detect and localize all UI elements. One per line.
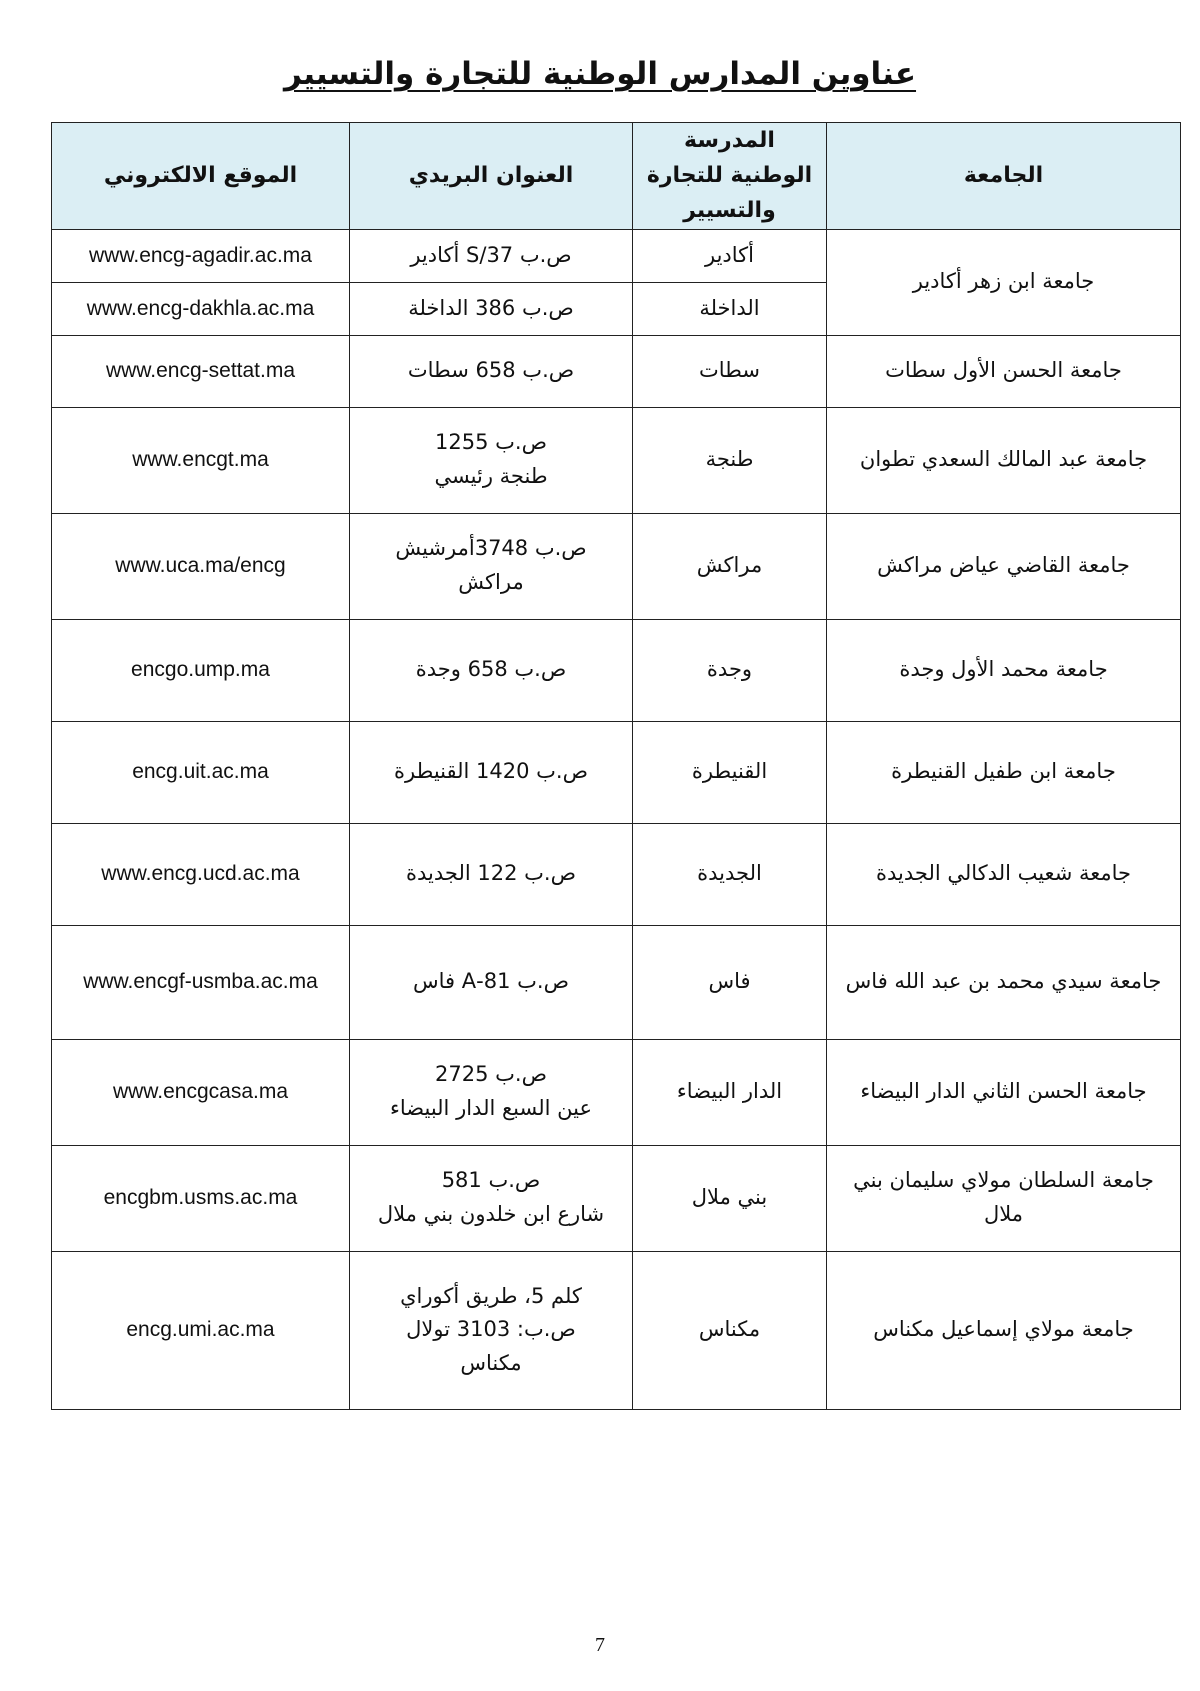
- website-cell: www.encg-agadir.ac.ma: [52, 229, 350, 282]
- schools-table: [51, 122, 1181, 1410]
- website-cell: www.encgcasa.ma: [52, 1039, 350, 1145]
- table-header-row: [52, 123, 1181, 230]
- university-cell: جامعة سيدي محمد بن عبد الله فاس: [827, 925, 1181, 1039]
- school-cell: مراكش: [633, 513, 827, 619]
- school-cell: وجدة: [633, 619, 827, 721]
- website-cell: encgo.ump.ma: [52, 619, 350, 721]
- postal-line: ص.ب 658 وجدة: [415, 657, 567, 682]
- table-row: [52, 229, 1181, 282]
- table-row: [52, 513, 1181, 619]
- university-cell: جامعة شعيب الدكالي الجديدة: [827, 823, 1181, 925]
- postal-line: ص.ب 386 الداخلة: [408, 295, 574, 320]
- website-cell: encgbm.usms.ac.ma: [52, 1145, 350, 1251]
- postal-line: ص.ب 581: [441, 1168, 541, 1193]
- website-cell: encg.uit.ac.ma: [52, 721, 350, 823]
- postal-cell: [350, 1251, 633, 1409]
- postal-line: عين السبع الدار البيضاء: [390, 1096, 592, 1121]
- school-cell: الجديدة: [633, 823, 827, 925]
- university-cell: جامعة الحسن الثاني الدار البيضاء: [827, 1039, 1181, 1145]
- postal-line: ص.ب 1420 القنيطرة: [394, 759, 588, 784]
- postal-cell: [350, 619, 633, 721]
- postal-cell: [350, 407, 633, 513]
- school-cell: طنجة: [633, 407, 827, 513]
- school-cell: الدار البيضاء: [633, 1039, 827, 1145]
- postal-cell: [350, 335, 633, 407]
- university-cell: جامعة ابن طفيل القنيطرة: [827, 721, 1181, 823]
- postal-line: طنجة رئيسي: [434, 464, 548, 489]
- university-cell: جامعة السلطان مولاي سليمان بني ملال: [827, 1145, 1181, 1251]
- postal-line: ص.ب 1255: [435, 430, 547, 455]
- website-cell: www.encgt.ma: [52, 407, 350, 513]
- postal-line: ص.ب 3748أمرشيش: [395, 536, 587, 561]
- page-title: عناوين المدارس الوطنية للتجارة والتسيير: [283, 56, 917, 92]
- table-row: [52, 335, 1181, 407]
- school-cell: أكادير: [633, 229, 827, 282]
- header-postal: العنوان البريدي: [350, 123, 633, 230]
- table-row: [52, 1251, 1181, 1409]
- website-cell: www.uca.ma/encg: [52, 513, 350, 619]
- university-cell: جامعة القاضي عياض مراكش: [827, 513, 1181, 619]
- postal-line: شارع ابن خلدون بني ملال: [377, 1202, 605, 1227]
- header-school: المدرسة الوطنية للتجارة والتسيير: [633, 123, 827, 230]
- postal-line: مكناس: [460, 1350, 522, 1375]
- postal-line: كلم 5، طريق أكوراي: [400, 1283, 582, 1308]
- university-cell: جامعة مولاي إسماعيل مكناس: [827, 1251, 1181, 1409]
- postal-cell: [350, 282, 633, 335]
- school-cell: سطات: [633, 335, 827, 407]
- school-cell: بني ملال: [633, 1145, 827, 1251]
- university-cell: جامعة ابن زهر أكادير: [827, 229, 1181, 335]
- website-cell: www.encg.ucd.ac.ma: [52, 823, 350, 925]
- table-row: [52, 1039, 1181, 1145]
- postal-cell: [350, 229, 633, 282]
- table-row: [52, 721, 1181, 823]
- table-row: [52, 619, 1181, 721]
- postal-cell: [350, 925, 633, 1039]
- header-website: الموقع الالكتروني: [52, 123, 350, 230]
- postal-cell: [350, 823, 633, 925]
- school-cell: الداخلة: [633, 282, 827, 335]
- table-row: [52, 1145, 1181, 1251]
- university-cell: جامعة محمد الأول وجدة: [827, 619, 1181, 721]
- school-cell: القنيطرة: [633, 721, 827, 823]
- postal-line: مراكش: [458, 570, 524, 595]
- table-row: [52, 823, 1181, 925]
- postal-cell: [350, 721, 633, 823]
- postal-cell: [350, 1039, 633, 1145]
- university-cell: جامعة عبد المالك السعدي تطوان: [827, 407, 1181, 513]
- postal-cell: [350, 1145, 633, 1251]
- postal-line: ص.ب 658 سطات: [407, 358, 575, 383]
- postal-line: ص.ب 2725: [435, 1062, 547, 1087]
- postal-line: ص.ب 81-A فاس: [413, 969, 569, 994]
- website-cell: encg.umi.ac.ma: [52, 1251, 350, 1409]
- table-row: [52, 407, 1181, 513]
- school-cell: فاس: [633, 925, 827, 1039]
- university-cell: جامعة الحسن الأول سطات: [827, 335, 1181, 407]
- page-number: 7: [595, 1634, 605, 1656]
- website-cell: www.encg-settat.ma: [52, 335, 350, 407]
- table-row: [52, 925, 1181, 1039]
- header-university: الجامعة: [827, 123, 1181, 230]
- website-cell: www.encg-dakhla.ac.ma: [52, 282, 350, 335]
- website-cell: www.encgf-usmba.ac.ma: [52, 925, 350, 1039]
- postal-line: ص.ب: 3103 تولال: [406, 1317, 576, 1342]
- school-cell: مكناس: [633, 1251, 827, 1409]
- postal-cell: [350, 513, 633, 619]
- postal-line: ص.ب 122 الجديدة: [406, 861, 576, 886]
- postal-line: ص.ب 37/S أكادير: [410, 242, 572, 267]
